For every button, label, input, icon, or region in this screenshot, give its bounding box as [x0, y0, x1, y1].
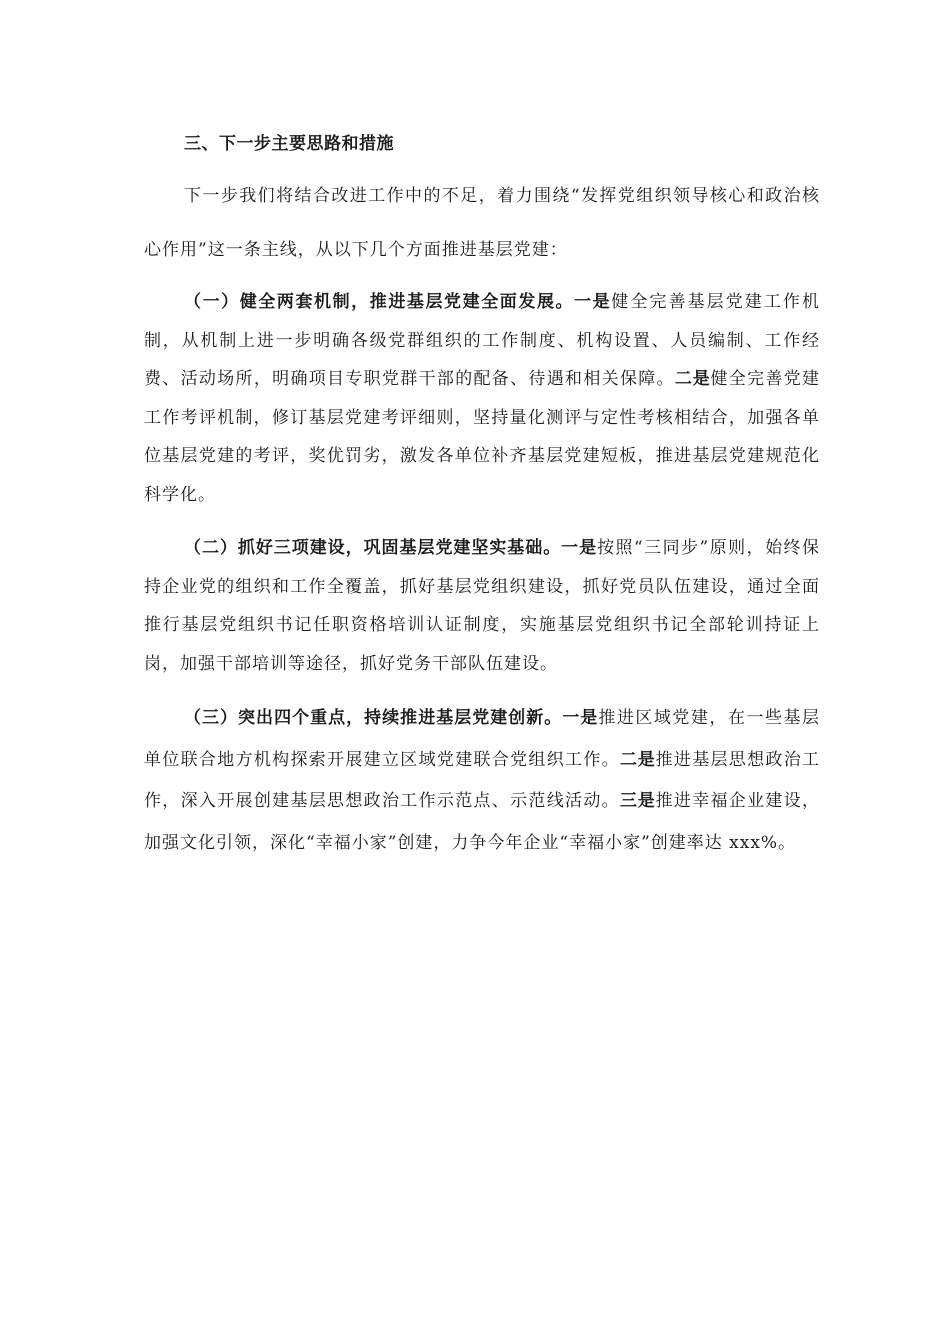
item-2-marker-1: 一是 — [561, 538, 598, 558]
item-3-marker-1: 一是 — [562, 708, 599, 728]
item-1-text-2: 健全完善党建工作考评机制，修订基层党建考评细则，坚持量化测评与定性考核相结合，加强各单位基层党建的考评，奖优罚劣，激发各单位补齐基层党建短板，推进基层党建规范化科学化。 — [144, 369, 821, 505]
intro-paragraph: 下一步我们将结合改进工作中的不足，着力围绕“发挥党组织领导核心和政治核心作用”这一条主线，从以下几个方面推进基层党建： — [144, 186, 820, 260]
item-3-marker-3: 三是 — [619, 791, 656, 811]
item-3-text-2: 推进基层思想政治工作，深入开展创建基层思想政治工作示范点、示范线活动。 — [144, 749, 821, 811]
item-3-title: （三）突出四个重点，持续推进基层党建创新。 — [184, 708, 563, 728]
section-heading: 三、下一步主要思路和措施 — [184, 134, 394, 154]
item-1-marker-1: 一是 — [574, 292, 612, 312]
item-1-text-1: 健全完善基层党建工作机制，从机制上进一步明确各级党群组织的工作制度、机构设置、人员编制、工作经费、活动场所，明确项目专职党群干部的配备、待遇和相关保障。 — [144, 292, 821, 389]
item-3-marker-2: 二是 — [619, 749, 656, 770]
item-3-paragraph — [144, 698, 820, 864]
item-1-marker-2: 二是 — [674, 369, 711, 389]
item-2-paragraph — [144, 529, 820, 683]
item-3-text-3: 推进幸福企业建设，加强文化引领，深化“幸福小家”创建，力争今年企业“幸福小家”创建率达 xxx%。 — [144, 791, 821, 853]
item-1-title: （一）健全两套机制，推进基层党建全面发展。 — [184, 292, 575, 312]
item-2-title: （二）抓好三项建设，巩固基层党建坚实基础。 — [184, 538, 562, 558]
item-2-text-1: 按照“三同步”原则，始终保持企业党的组织和工作全覆盖，抓好基层党组织建设，抓好党员队伍建设，通过全面推行基层党组织书记任职资格培训认证制度，实施基层党组织书记全部轮训持证上岗，加强干部培训等途径，抓好党务干部队伍建设。 — [144, 538, 820, 674]
document-body — [144, 118, 820, 879]
item-3-text-1: 推进区域党建，在一些基层单位联合地方机构探索开展建立区域党建联合党组织工作。 — [144, 708, 821, 770]
item-1-paragraph — [144, 283, 820, 514]
